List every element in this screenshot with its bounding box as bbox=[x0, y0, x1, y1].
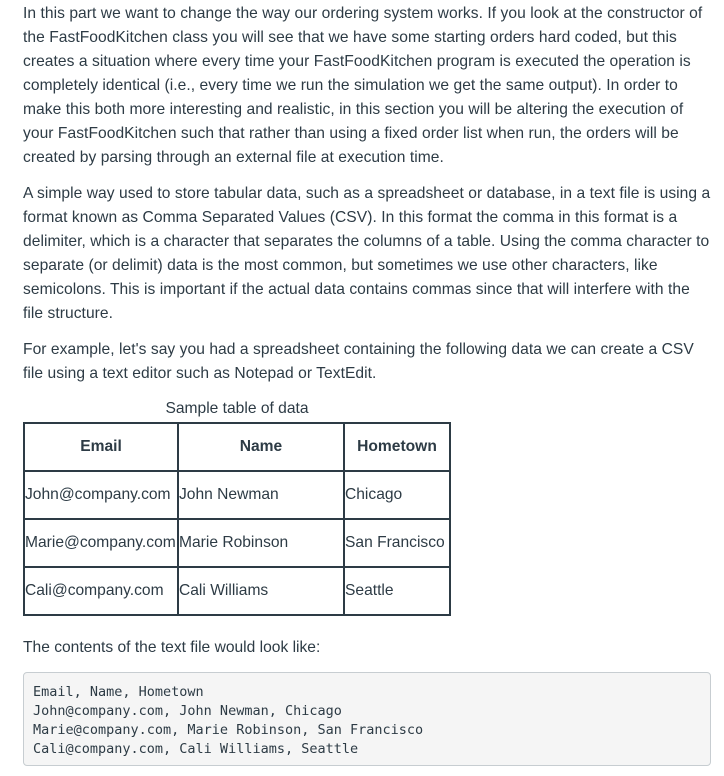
table-row bbox=[24, 519, 450, 567]
code-line: Email, Name, Hometown bbox=[33, 684, 204, 700]
cell-email: Marie@company.com bbox=[24, 519, 178, 567]
cell-hometown: Seattle bbox=[344, 567, 450, 615]
code-line: Cali@company.com, Cali Williams, Seattle bbox=[33, 741, 359, 757]
column-header-hometown: Hometown bbox=[344, 423, 450, 471]
column-header-name: Name bbox=[178, 423, 344, 471]
column-header-email: Email bbox=[24, 423, 178, 471]
table-caption: Sample table of data bbox=[165, 400, 309, 417]
paragraph-csv-explanation: A simple way used to store tabular data, such as a spreadsheet or database, in a text file is using a format known as Comma Separated Values (CSV). In this format the comma in this format is a delimiter, which is a character that separates the columns of a table. Using the comma character to separate (or delimit) data is the most common, but sometimes we use other characters, like semicolons. This is important if the actual data contains commas since that will interfere with the file structure. bbox=[23, 185, 711, 322]
code-block bbox=[23, 672, 711, 766]
table-row bbox=[24, 471, 450, 519]
cell-email: Cali@company.com bbox=[24, 567, 178, 615]
table-header-row bbox=[24, 423, 450, 471]
paragraph-intro: In this part we want to change the way our ordering system works. If you look at the constructor of the FastFoodKitchen class you will see that we have some starting orders hard coded, but this creates a situation where every time your FastFoodKitchen program is executed the operation is completely identical (i.e., every time we run the simulation we get the same output). In order to make this both more interesting and realistic, in this section you will be altering the execution of your FastFoodKitchen such that rather than using a fixed order list when run, the orders will be created by parsing through an external file at execution time. bbox=[23, 5, 703, 166]
table-row bbox=[24, 567, 450, 615]
code-line: John@company.com, John Newman, Chicago bbox=[33, 703, 342, 719]
sample-data-table bbox=[23, 422, 451, 616]
cell-hometown: San Francisco bbox=[344, 519, 450, 567]
cell-email: John@company.com bbox=[24, 471, 178, 519]
paragraph-example: For example, let's say you had a spreadsheet containing the following data we can create a CSV file using a text editor such as Notepad or TextEdit. bbox=[23, 341, 694, 382]
cell-name: Marie Robinson bbox=[178, 519, 344, 567]
text-file-intro: The contents of the text file would look like: bbox=[23, 639, 321, 656]
code-line: Marie@company.com, Marie Robinson, San Francisco bbox=[33, 722, 424, 738]
cell-name: Cali Williams bbox=[178, 567, 344, 615]
cell-name: John Newman bbox=[178, 471, 344, 519]
cell-hometown: Chicago bbox=[344, 471, 450, 519]
